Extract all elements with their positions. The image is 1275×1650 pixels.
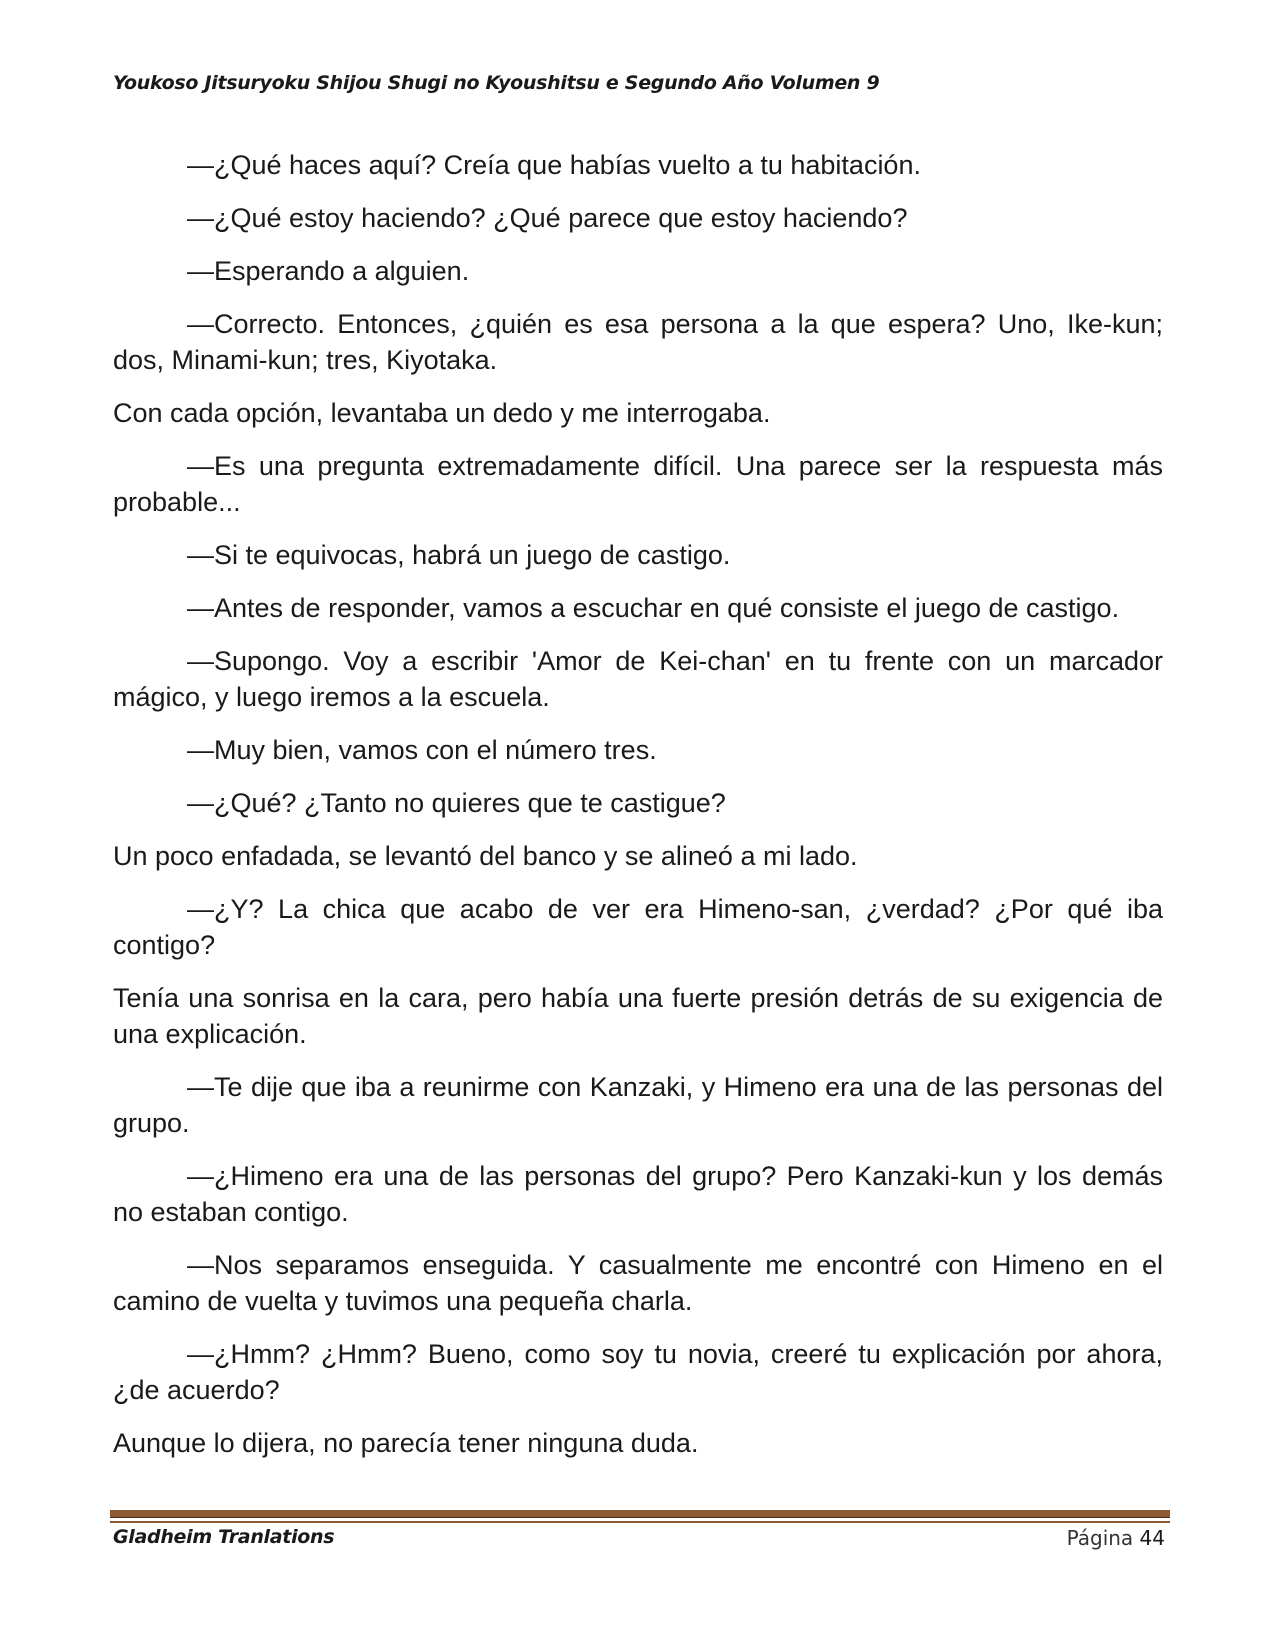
dialog-paragraph: —Si te equivocas, habrá un juego de castigo.	[187, 540, 731, 570]
narration-paragraph: Un poco enfadada, se levantó del banco y se alineó a mi lado.	[113, 841, 858, 871]
dialog-paragraph: —¿Qué? ¿Tanto no quieres que te castigue?	[187, 788, 726, 818]
dialog-paragraph: —¿Himeno era una de las personas del grupo? Pero Kanzaki-kun y los demás no estaban contigo.	[113, 1161, 1163, 1227]
dialog-paragraph: —¿Hmm? ¿Hmm? Bueno, como soy tu novia, creeré tu explicación por ahora, ¿de acuerdo?	[113, 1339, 1163, 1405]
footer-rule	[110, 1510, 1170, 1518]
dialog-paragraph: —Te dije que iba a reunirme con Kanzaki, y Himeno era una de las personas del grupo.	[113, 1072, 1163, 1138]
dialog-paragraph: —¿Qué haces aquí? Creía que habías vuelto a tu habitación.	[187, 150, 921, 180]
narration-paragraph: Aunque lo dijera, no parecía tener ninguna duda.	[113, 1428, 699, 1458]
running-header: Youkoso Jitsuryoku Shijou Shugi no Kyoushitsu e Segundo Año Volumen 9	[113, 72, 880, 94]
dialog-paragraph: —Muy bien, vamos con el número tres.	[187, 735, 657, 765]
dialog-paragraph: —Esperando a alguien.	[187, 256, 470, 286]
narration-paragraph: Tenía una sonrisa en la cara, pero había una fuerte presión detrás de su exigencia de una explicación.	[113, 983, 1163, 1049]
dialog-paragraph: —Nos separamos enseguida. Y casualmente me encontré con Himeno en el camino de vuelta y tuvimos una pequeña charla.	[113, 1250, 1163, 1316]
page-label: Página	[1066, 1526, 1134, 1550]
page-number: 44	[1139, 1526, 1165, 1550]
dialog-paragraph: —Correcto. Entonces, ¿quién es esa persona a la que espera? Uno, Ike-kun; dos, Minami-kun; tres, Kiyotaka.	[113, 309, 1163, 375]
dialog-paragraph: —¿Qué estoy haciendo? ¿Qué parece que estoy haciendo?	[187, 203, 908, 233]
dialog-paragraph: —Es una pregunta extremadamente difícil. Una parece ser la respuesta más probable...	[113, 451, 1163, 517]
dialog-paragraph: —Supongo. Voy a escribir 'Amor de Kei-chan' en tu frente con un marcador mágico, y luego iremos a la escuela.	[113, 646, 1163, 712]
footer-rule-thin	[110, 1521, 1170, 1523]
dialog-paragraph: —Antes de responder, vamos a escuchar en qué consiste el juego de castigo.	[187, 593, 1120, 623]
translator-credit: Gladheim Tranlations	[113, 1526, 335, 1548]
page-body	[113, 147, 1163, 1478]
dialog-paragraph: —¿Y? La chica que acabo de ver era Himeno-san, ¿verdad? ¿Por qué iba contigo?	[113, 894, 1163, 960]
narration-paragraph: Con cada opción, levantaba un dedo y me interrogaba.	[113, 398, 771, 428]
page-number-label	[1067, 1526, 1165, 1550]
